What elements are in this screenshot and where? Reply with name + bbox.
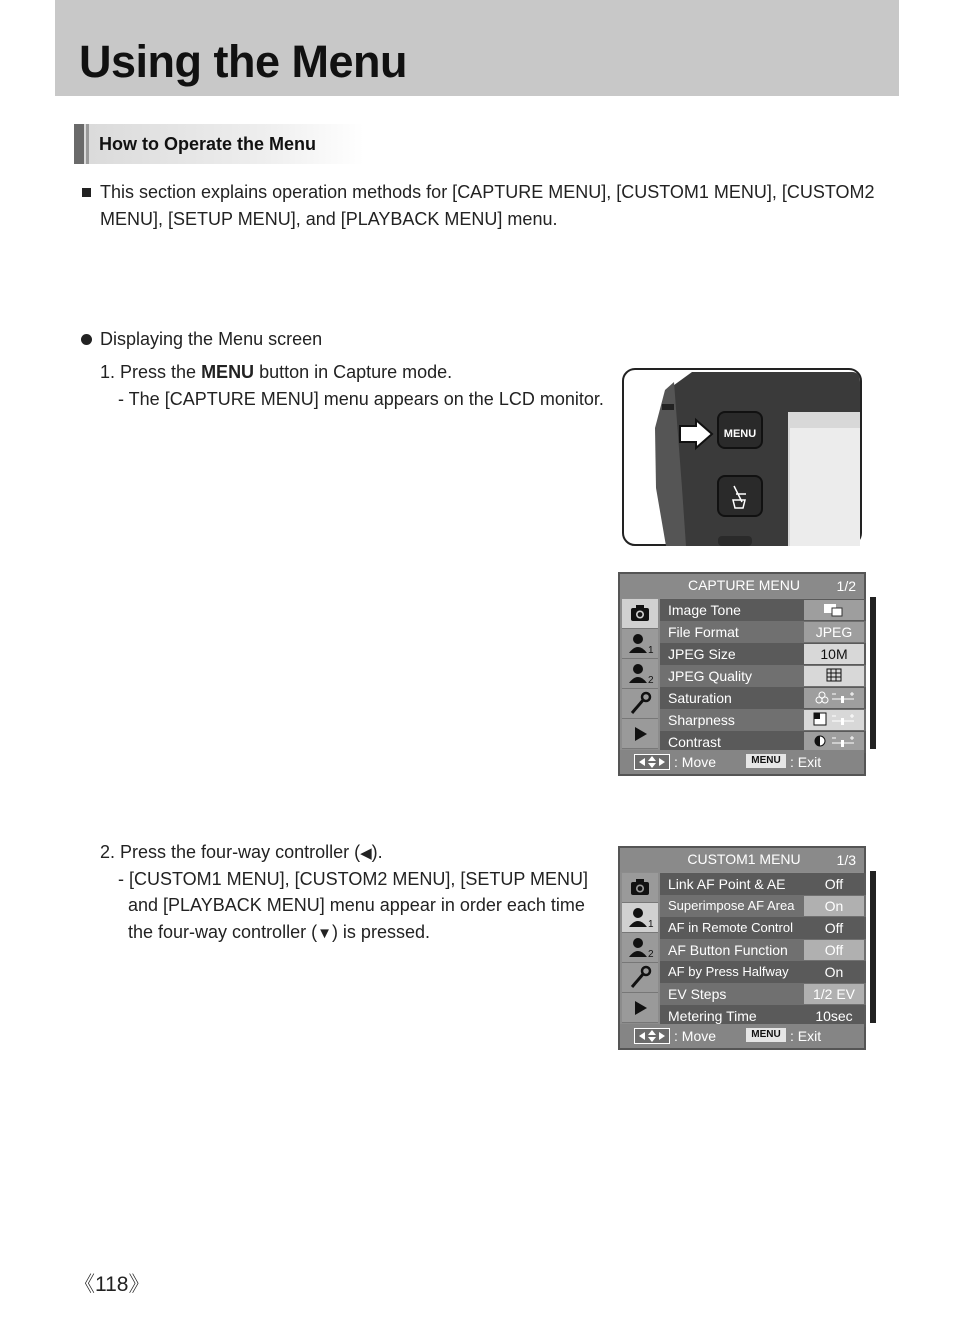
menu-tabs <box>622 873 658 1023</box>
four-way-controller-icon <box>634 1028 670 1044</box>
contrast-slider-icon <box>804 732 864 752</box>
menu-key-badge: MENU <box>746 754 786 768</box>
page-indicator: 1/3 <box>836 852 856 868</box>
menu-row[interactable]: Superimpose AF Area On <box>660 895 866 917</box>
tab-custom2[interactable] <box>622 933 658 963</box>
menu-row-jpeg-quality[interactable]: JPEG Quality <box>660 665 866 687</box>
menu-title: CAPTURE MENU <box>687 577 800 593</box>
menu-row[interactable]: AF by Press Halfway On <box>660 961 866 983</box>
menu-button-name: MENU <box>201 362 255 382</box>
step-1: 1. Press the MENU button in Capture mode. <box>100 362 453 382</box>
menu-row[interactable]: Link AF Point & AE Off <box>660 873 866 895</box>
tab-capture[interactable] <box>622 599 658 629</box>
page-number: 《118》 <box>74 1273 150 1296</box>
sharpness-slider-icon <box>804 710 864 730</box>
tab-custom2[interactable] <box>622 659 658 689</box>
square-bullet-icon <box>82 188 91 197</box>
scrollbar[interactable] <box>870 871 876 1023</box>
intro-line-2: MENU], [SETUP MENU], and [PLAYBACK MENU] menu. <box>100 209 558 229</box>
menu-footer: : Move MENU : Exit <box>620 750 864 774</box>
saturation-slider-icon <box>804 688 864 708</box>
section-title: How to Operate the Menu <box>99 134 317 154</box>
menu-row-image-tone[interactable]: Image Tone <box>660 599 866 621</box>
page-title: Using the Menu <box>79 36 407 87</box>
svg-text:1: 1 <box>648 645 654 656</box>
menu-title: CUSTOM1 MENU <box>687 851 801 867</box>
svg-text:2: 2 <box>648 675 654 686</box>
menu-row-sharpness[interactable]: Sharpness <box>660 709 866 731</box>
quality-grid-icon <box>804 666 864 686</box>
step-2-sub-1: - [CUSTOM1 MENU], [CUSTOM2 MENU], [SETUP MENU] <box>118 869 589 889</box>
menu-title-bar <box>620 574 864 598</box>
tab-custom1[interactable] <box>622 629 658 659</box>
round-bullet-icon <box>81 334 92 345</box>
menu-title-bar <box>620 848 864 872</box>
menu-row[interactable]: EV Steps 1/2 EV <box>660 983 866 1005</box>
camera-menu-key-label: MENU <box>723 428 757 440</box>
tab-playback[interactable] <box>622 993 658 1023</box>
tab-setup[interactable] <box>622 963 658 993</box>
step-2-sub-3: the four-way controller (▼) is pressed. <box>128 922 430 942</box>
menu-row[interactable]: AF Button Function Off <box>660 939 866 961</box>
menu-footer: : Move MENU : Exit <box>620 1024 864 1048</box>
step-2-sub-2: and [PLAYBACK MENU] menu appear in order each time <box>128 895 585 915</box>
custom1-menu-screen <box>618 846 866 1050</box>
step-2: 2. Press the four-way controller (◀). <box>100 842 383 862</box>
scrollbar[interactable] <box>870 597 876 749</box>
page-header <box>55 0 899 96</box>
page-indicator: 1/2 <box>836 578 856 594</box>
down-arrow-icon: ▼ <box>317 925 332 942</box>
menu-row[interactable]: AF in Remote Control Off <box>660 917 866 939</box>
tab-capture[interactable] <box>622 873 658 903</box>
four-way-controller-icon <box>634 754 670 770</box>
menu-row-jpeg-size[interactable]: JPEG Size 10M <box>660 643 866 665</box>
display-heading: Displaying the Menu screen <box>100 329 323 349</box>
menu-row-saturation[interactable]: Saturation <box>660 687 866 709</box>
capture-menu-screen <box>618 572 866 776</box>
menu-key-badge: MENU <box>746 1028 786 1042</box>
menu-row-contrast[interactable]: Contrast <box>660 731 866 753</box>
svg-text:1: 1 <box>648 919 654 930</box>
tab-setup[interactable] <box>622 689 658 719</box>
step-1-sub: - The [CAPTURE MENU] menu appears on the LCD monitor. <box>118 389 604 409</box>
intro-line-1: This section explains operation methods for [CAPTURE MENU], [CUSTOM1 MENU], [CUSTOM2 <box>100 182 875 202</box>
section-heading <box>74 124 364 164</box>
menu-row-file-format[interactable]: File Format JPEG <box>660 621 866 643</box>
menu-row[interactable]: Metering Time 10sec <box>660 1005 866 1027</box>
tab-custom1[interactable] <box>622 903 658 933</box>
tab-playback[interactable] <box>622 719 658 749</box>
left-arrow-icon: ◀ <box>360 845 372 862</box>
menu-tabs <box>622 599 658 749</box>
image-tone-icon <box>804 600 864 620</box>
camera-illustration <box>622 368 862 546</box>
svg-text:2: 2 <box>648 949 654 960</box>
